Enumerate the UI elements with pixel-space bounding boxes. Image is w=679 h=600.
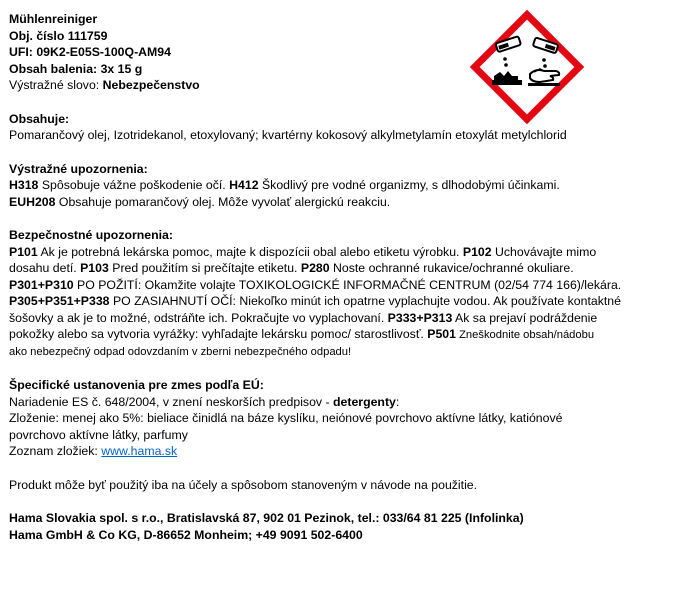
order-number: Obj. číslo 111759 <box>9 28 108 43</box>
h318-code: H318 <box>9 178 39 192</box>
eu-regulation-line <box>9 394 673 411</box>
safety-label-document <box>9 11 673 543</box>
precautionary-line-1 <box>9 244 673 261</box>
p301-code: P301+P310 <box>9 277 74 292</box>
h318-text: Spôsobuje vážne poškodenie očí. <box>38 178 230 192</box>
p305-code: P305+P351+P338 <box>9 294 110 308</box>
p102-code: P102 <box>462 244 492 259</box>
regulation-bold: detergenty <box>333 394 396 409</box>
ufi-code: UFI: 09K2-E05S-100Q-AM94 <box>9 45 171 59</box>
precautionary-line-4 <box>9 293 673 310</box>
ingredients-label: Zoznam zložiek: <box>9 444 102 458</box>
p333-code: P333+P313 <box>387 310 453 325</box>
p103-text: Pred použitím si prečítajte etiketu. <box>108 261 301 275</box>
company-line-1: Hama Slovakia spol. s r.o., Bratislavská 87, 902 01 Pezinok, tel.: 033/64 81 225 (Infolinka) <box>9 511 524 525</box>
ingredients-link[interactable]: www.hama.sk <box>101 444 178 458</box>
p280-text: Noste ochranné rukavice/ochranné okuliare. <box>329 261 574 275</box>
composition-line-2: povrchovo aktívne látky, parfumy <box>9 427 188 442</box>
hazard-statement-h318-h412 <box>9 177 673 194</box>
ingredients-line <box>9 443 673 460</box>
composition-line-1: Zloženie: menej ako 5%: bieliace činidlá na báze kyslíku, neiónové povrchovo aktívne látky, katiónové <box>9 411 563 425</box>
euh208-code: EUH208 <box>9 194 56 209</box>
euh208-text: Obsahuje pomarančový olej. Môže vyvolať alergickú reakciu. <box>55 194 391 209</box>
precautionary-line-3 <box>9 277 673 294</box>
p102-text: Uchovávajte mimo <box>491 244 597 259</box>
p501-text: Zneškodnite obsah/nádobu <box>455 329 595 341</box>
hazard-statement-euh208 <box>9 194 673 211</box>
product-name: Mühlenreiniger <box>9 12 98 26</box>
precautionary-line-6 <box>9 326 673 344</box>
hazard-statements-heading: Výstražné upozornenia: <box>9 161 148 176</box>
contains-text: Pomarančový olej, Izotridekanol, etoxylovaný; kvartérny kokosový alkylmetylamín etoxylát metylchlorid <box>9 128 567 142</box>
company-line-2: Hama GmbH & Co KG, D-86652 Monheim; +49 9091 502-6400 <box>9 527 363 542</box>
p501-code: P501 <box>427 327 456 341</box>
signal-word-line <box>9 77 673 94</box>
usage-note: Produkt môže byť použitý iba na účely a spôsobom stanoveným v návode na použitie. <box>9 477 478 492</box>
p333-cont: pokožky alebo sa vytvoria vyrážky: vyhľadajte lekársku pomoc/ starostlivosť. <box>9 327 428 341</box>
contains-heading: Obsahuje: <box>9 111 70 126</box>
h412-code: H412 <box>229 178 259 192</box>
signal-word-label: Výstražné slovo: <box>9 78 103 92</box>
h412-text: Škodlivý pre vodné organizmy, s dlhodobými účinkami. <box>258 178 560 192</box>
p102-cont: dosahu detí. <box>9 261 81 275</box>
p305-cont: šošovky a ak je to možné, odstráňte ich. Pokračujte vo vyplachovaní. <box>9 310 388 325</box>
eu-provisions-heading: Špecifické ustanovenia pre zmes podľa EÚ: <box>9 378 264 392</box>
precautionary-heading: Bezpečnostné upozornenia: <box>9 228 173 242</box>
regulation-text: Nariadenie ES č. 648/2004, v znení neskorších predpisov - <box>9 394 334 409</box>
precautionary-line-7: ako nebezpečný odpad odovzdaním v zberni nebezpečného odpadu! <box>9 345 352 358</box>
p101-code: P101 <box>9 244 38 259</box>
p301-text: PO POŽITÍ: Okamžite volajte TOXIKOLOGICKÉ INFORMAČNÉ CENTRUM (02/54 774 166)/lekára. <box>73 277 622 292</box>
p305-text: PO ZASIAHNUTÍ OČÍ: Niekoľko minút ich opatrne vyplachujte vodou. Ak používate kontaktné <box>109 294 621 308</box>
signal-word: Nebezpečenstvo <box>102 78 200 92</box>
precautionary-line-5 <box>9 310 673 327</box>
p101-text: Ak je potrebná lekárska pomoc, majte k dispozícii obal alebo etiketu výrobku. <box>37 244 463 259</box>
p103-code: P103 <box>80 261 109 275</box>
precautionary-line-2 <box>9 260 673 277</box>
regulation-colon: : <box>395 394 400 409</box>
p333-text: Ak sa prejaví podráždenie <box>452 310 598 325</box>
p280-code: P280 <box>300 261 330 275</box>
package-content: Obsah balenia: 3x 15 g <box>9 61 143 76</box>
